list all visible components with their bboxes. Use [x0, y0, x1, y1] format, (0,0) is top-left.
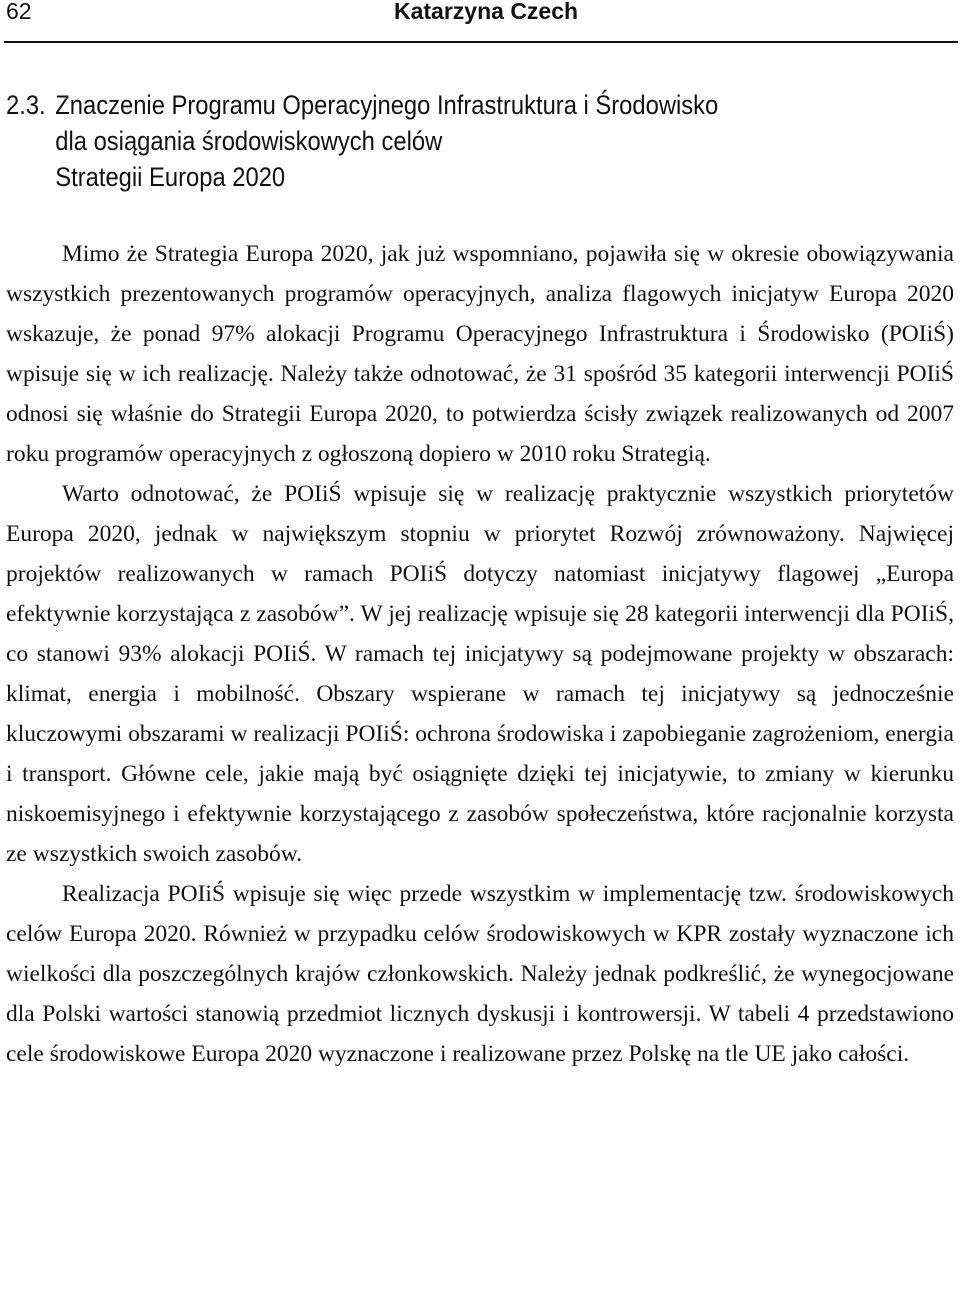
running-header-author: Katarzyna Czech	[394, 0, 579, 24]
section-title-line-1: Znaczenie Programu Operacyjnego Infrastruktura i Środowisko	[55, 90, 719, 120]
paragraph: Realizacja POIiŚ wpisuje się więc przede wszystkim w implementację tzw. środowiskowych celów Europa 2020. Również w przypadku celów środowiskowych w KPR zostały wyznaczone ich wielkości dla poszczególnych krajów członkowskich. Należy jednak podkreślić, że wynegocjowane dla Polski wartości stanowią przedmiot licznych dyskusji i kontrowersji. W tabeli 4 przedstawiono cele środowiskowe Europa 2020 wyznaczone i realizowane przez Polskę na tle UE jako całości.	[6, 881, 954, 1067]
section-number: 2.3.	[6, 90, 46, 120]
header-rule	[4, 41, 958, 43]
page-number: 62	[6, 0, 32, 24]
section-title-line-2: dla osiągania środowiskowych celów	[55, 126, 443, 156]
section-heading-line-1	[6, 87, 833, 123]
section-heading	[6, 87, 833, 195]
section-title-line-3: Strategii Europa 2020	[55, 162, 286, 192]
paragraph: Warto odnotować, że POIiŚ wpisuje się w realizację praktycznie wszystkich priorytetów Europa 2020, jednak w największym stopniu w priorytet Rozwój zrównoważony. Najwięcej projektów realizowanych w ramach POIiŚ dotyczy natomiast inicjatywy flagowej „Europa efektywnie korzystająca z zasobów”. W jej realizację wpisuje się 28 kategorii interwencji dla POIiŚ, co stanowi 93% alokacji POIiŚ. W ramach tej inicjatywy są podejmowane projekty w obszarach: klimat, energia i mobilność. Obszary wspierane w ramach tej inicjatywy są jednocześnie kluczowymi obszarami w realizacji POIiŚ: ochrona środowiska i zapobieganie zagrożeniom, energia i transport. Główne cele, jakie mają być osiągnięte dzięki tej inicjatywie, to zmiany w kierunku niskoemisyjnego i efektywnie korzystającego z zasobów społeczeństwa, które racjonalnie korzysta ze wszystkich swoich zasobów.	[6, 481, 954, 867]
paragraph: Mimo że Strategia Europa 2020, jak już wspomniano, pojawiła się w okresie obowiązywania wszystkich prezentowanych programów operacyjnych, analiza flagowych inicjatyw Europa 2020 wskazuje, że ponad 97% alokacji Programu Operacyjnego Infrastruktura i Środowisko (POIiŚ) wpisuje się w ich realizację. Należy także odnotować, że 31 spośród 35 kategorii interwencji POIiŚ odnosi się właśnie do Strategii Europa 2020, to potwierdza ścisły związek realizowanych od 2007 roku programów operacyjnych z ogłoszoną dopiero w 2010 roku Strategią.	[6, 241, 954, 467]
running-header	[6, 0, 958, 32]
body-text	[6, 234, 954, 1074]
